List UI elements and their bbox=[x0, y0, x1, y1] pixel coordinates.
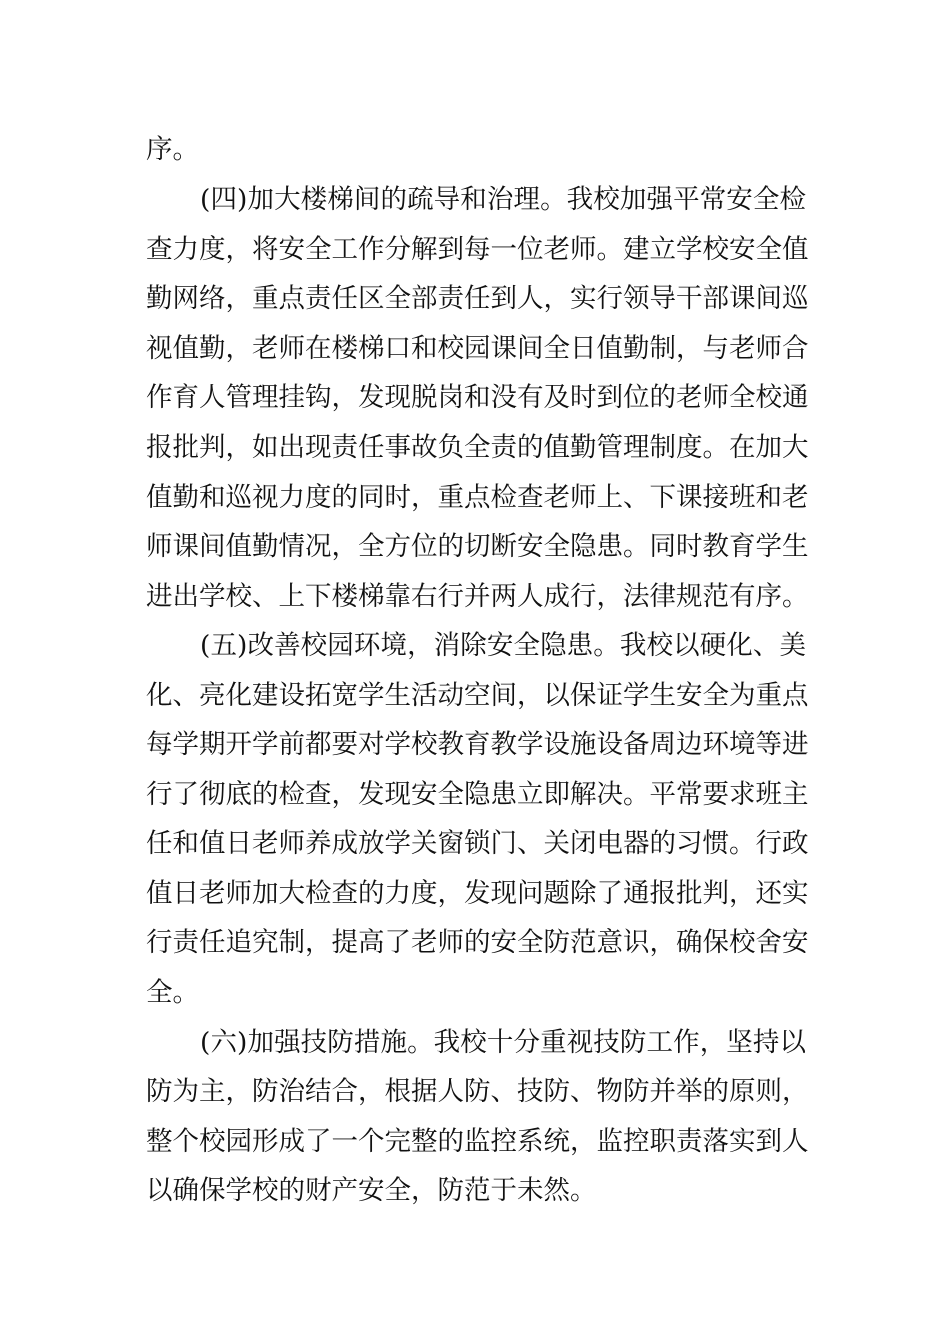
text-line-6: 作育人管理挂钩，发现脱岗和没有及时到位的老师全校通 bbox=[146, 382, 809, 413]
text-line-14: 行了彻底的检查，发现安全隐患立即解决。平常要求班主 bbox=[146, 779, 809, 810]
text-line-8: 值勤和巡视力度的同时，重点检查老师上、下课接班和老 bbox=[146, 482, 809, 513]
text-line-13: 每学期开学前都要对学校教育教学设施设备周边环境等进 bbox=[146, 729, 809, 760]
paragraph-5-heading-line: (五)改善校园环境，消除安全隐患。我校以硬化、美 bbox=[200, 630, 806, 661]
paragraph-4-heading-line: (四)加大楼梯间的疏导和治理。我校加强平常安全检 bbox=[200, 184, 806, 215]
text-line-17: 行责任追究制，提高了老师的安全防范意识，确保校舍安 bbox=[146, 927, 809, 958]
text-line-16: 值日老师加大检查的力度，发现问题除了通报批判，还实 bbox=[146, 878, 809, 909]
text-line-4: 勤网络，重点责任区全部责任到人，实行领导干部课间巡 bbox=[146, 283, 809, 314]
text-line-22: 以确保学校的财产安全，防范于未然。 bbox=[146, 1175, 597, 1206]
text-line-9: 师课间值勤情况，全方位的切断安全隐患。同时教育学生 bbox=[146, 531, 809, 562]
text-line-5: 视值勤，老师在楼梯口和校园课间全日值勤制，与老师合 bbox=[146, 333, 809, 364]
text-line-21: 整个校园形成了一个完整的监控系统，监控职责落实到人 bbox=[146, 1126, 809, 1157]
text-line-10: 进出学校、上下楼梯靠右行并两人成行，法律规范有序。 bbox=[146, 581, 809, 612]
text-line-7: 报批判，如出现责任事故负全责的值勤管理制度。在加大 bbox=[146, 432, 809, 463]
text-line-12: 化、亮化建设拓宽学生活动空间，以保证学生安全为重点 bbox=[146, 680, 809, 711]
text-line-20: 防为主，防治结合，根据人防、技防、物防并举的原则， bbox=[146, 1076, 809, 1107]
text-line-1: 序。 bbox=[146, 134, 199, 165]
paragraph-6-heading-line: (六)加强技防措施。我校十分重视技防工作，坚持以 bbox=[200, 1027, 806, 1058]
text-line-15: 任和值日老师养成放学关窗锁门、关闭电器的习惯。行政 bbox=[146, 828, 809, 859]
text-line-18: 全。 bbox=[146, 977, 199, 1008]
text-line-3: 查力度，将安全工作分解到每一位老师。建立学校安全值 bbox=[146, 234, 809, 265]
